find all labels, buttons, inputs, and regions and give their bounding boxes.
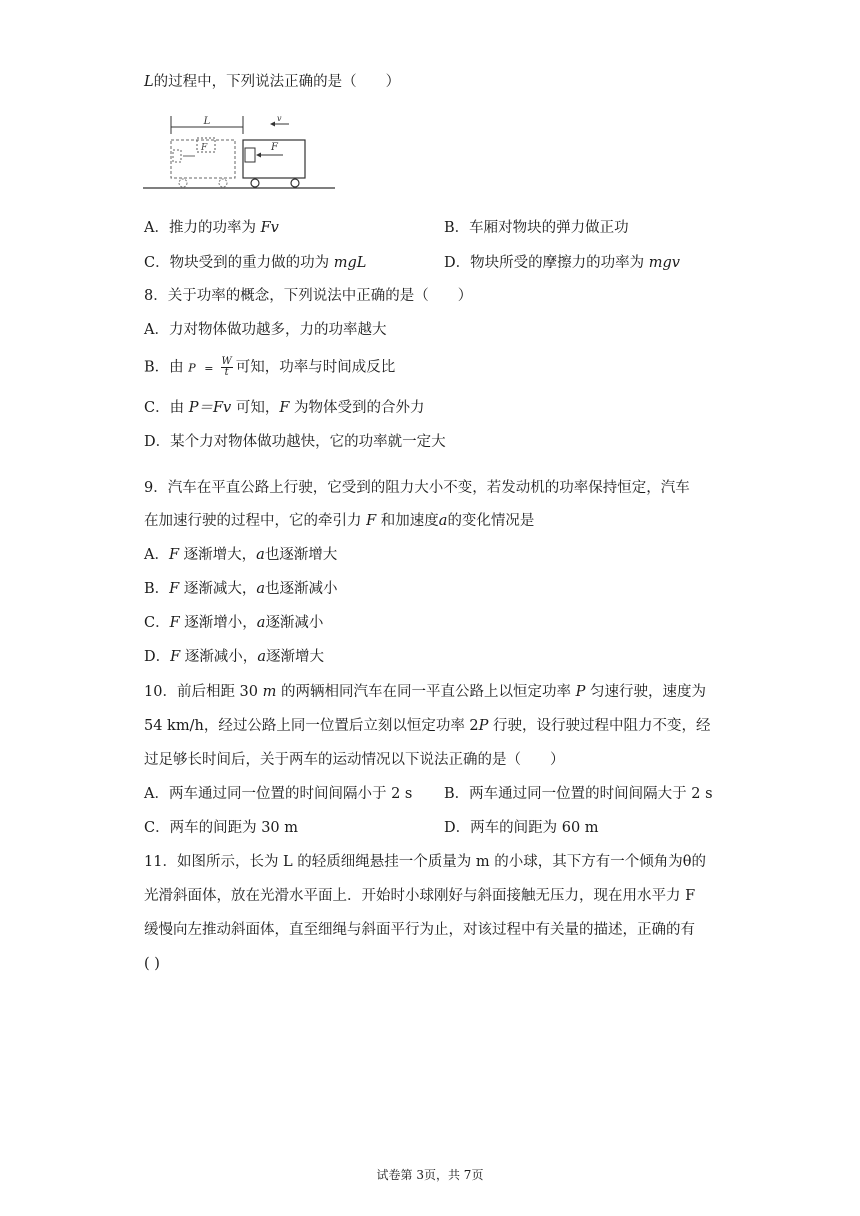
q10-stem-line1: 10．前后相距 30 m 的两辆相同汽车在同一平直公路上以恒定功率 P 匀速行驶，速度为 <box>144 684 706 700</box>
figure-label-F-dashed: F <box>201 143 208 153</box>
q7-option-b: B．车厢对物块的弹力做正功 <box>444 220 629 236</box>
q8-option-a: A．力对物体做功越多，力的功率越大 <box>144 322 387 338</box>
q7-stem-text: 的过程中，下列说法正确的是（ ） <box>153 74 401 90</box>
q11-stem-line1: 11．如图所示，长为 L 的轻质细绳悬挂一个质量为 m 的小球，其下方有一个倾角为θ的 <box>144 854 706 870</box>
q8-option-b: B．由 P = $\frac{W}{t}$ 可知，功率与时间成反比 <box>144 356 396 378</box>
q7-option-c: C．物块受到的重力做的功为 mgL <box>144 255 367 271</box>
q11-stem-line4: ( ) <box>144 956 160 972</box>
q9-stem-line1: 9．汽车在平直公路上行驶，它受到的阻力大小不变，若发动机的功率保持恒定，汽车 <box>144 480 690 496</box>
q9-option-a: A．F 逐渐增大，a也逐渐增大 <box>144 547 338 563</box>
q9-stem-line2: 在加速行驶的过程中，它的牵引力 F 和加速度a的变化情况是 <box>144 513 535 529</box>
q10-option-d: D．两车的间距为 60 m <box>444 820 599 836</box>
q7-option-a: A．推力的功率为 Fv <box>144 220 279 236</box>
q7-cart-figure <box>143 112 337 192</box>
page-footer: 试卷第 3页，共 7页 <box>376 1168 484 1182</box>
q8-option-d: D．某个力对物体做功越快，它的功率就一定大 <box>144 434 446 450</box>
q7-stem-var: L <box>144 74 154 90</box>
q8-option-c: C．由 P＝Fv 可知，F 为物体受到的合外力 <box>144 400 425 416</box>
q9-option-d: D．F 逐渐减小，a逐渐增大 <box>144 649 324 665</box>
q10-option-c: C．两车的间距为 30 m <box>144 820 299 836</box>
figure-label-L: L <box>203 116 211 127</box>
q10-stem-line3: 过足够长时间后，关于两车的运动情况以下说法正确的是（ ） <box>144 752 565 768</box>
q11-stem-line3: 缓慢向左推动斜面体，直至细绳与斜面平行为止，对该过程中有关量的描述，正确的有 <box>144 922 695 938</box>
q10-option-b: B．两车通过同一位置的时间间隔大于 2 s <box>444 786 713 802</box>
q9-option-c: C．F 逐渐增小，a逐渐减小 <box>144 615 324 631</box>
figure-label-v: v <box>277 114 282 123</box>
fraction-w-over-t: $\frac{W}{t}$ <box>221 356 232 378</box>
q7-option-d: D．物块所受的摩擦力的功率为 mgv <box>444 255 680 271</box>
q11-stem-line2: 光滑斜面体，放在光滑水平面上．开始时小球刚好与斜面接触无压力，现在用水平力 F <box>144 888 696 904</box>
q7-stem <box>144 72 400 92</box>
q9-option-b: B．F 逐渐减大，a也逐渐减小 <box>144 581 338 597</box>
q8-stem: 8．关于功率的概念，下列说法中正确的是（ ） <box>144 288 473 304</box>
figure-label-F: F <box>271 142 278 153</box>
q10-option-a: A．两车通过同一位置的时间间隔小于 2 s <box>144 786 413 802</box>
q10-stem-line2: 54 km/h，经过公路上同一位置后立刻以恒定功率 2P 行驶，设行驶过程中阻力不变，经 <box>144 718 711 734</box>
